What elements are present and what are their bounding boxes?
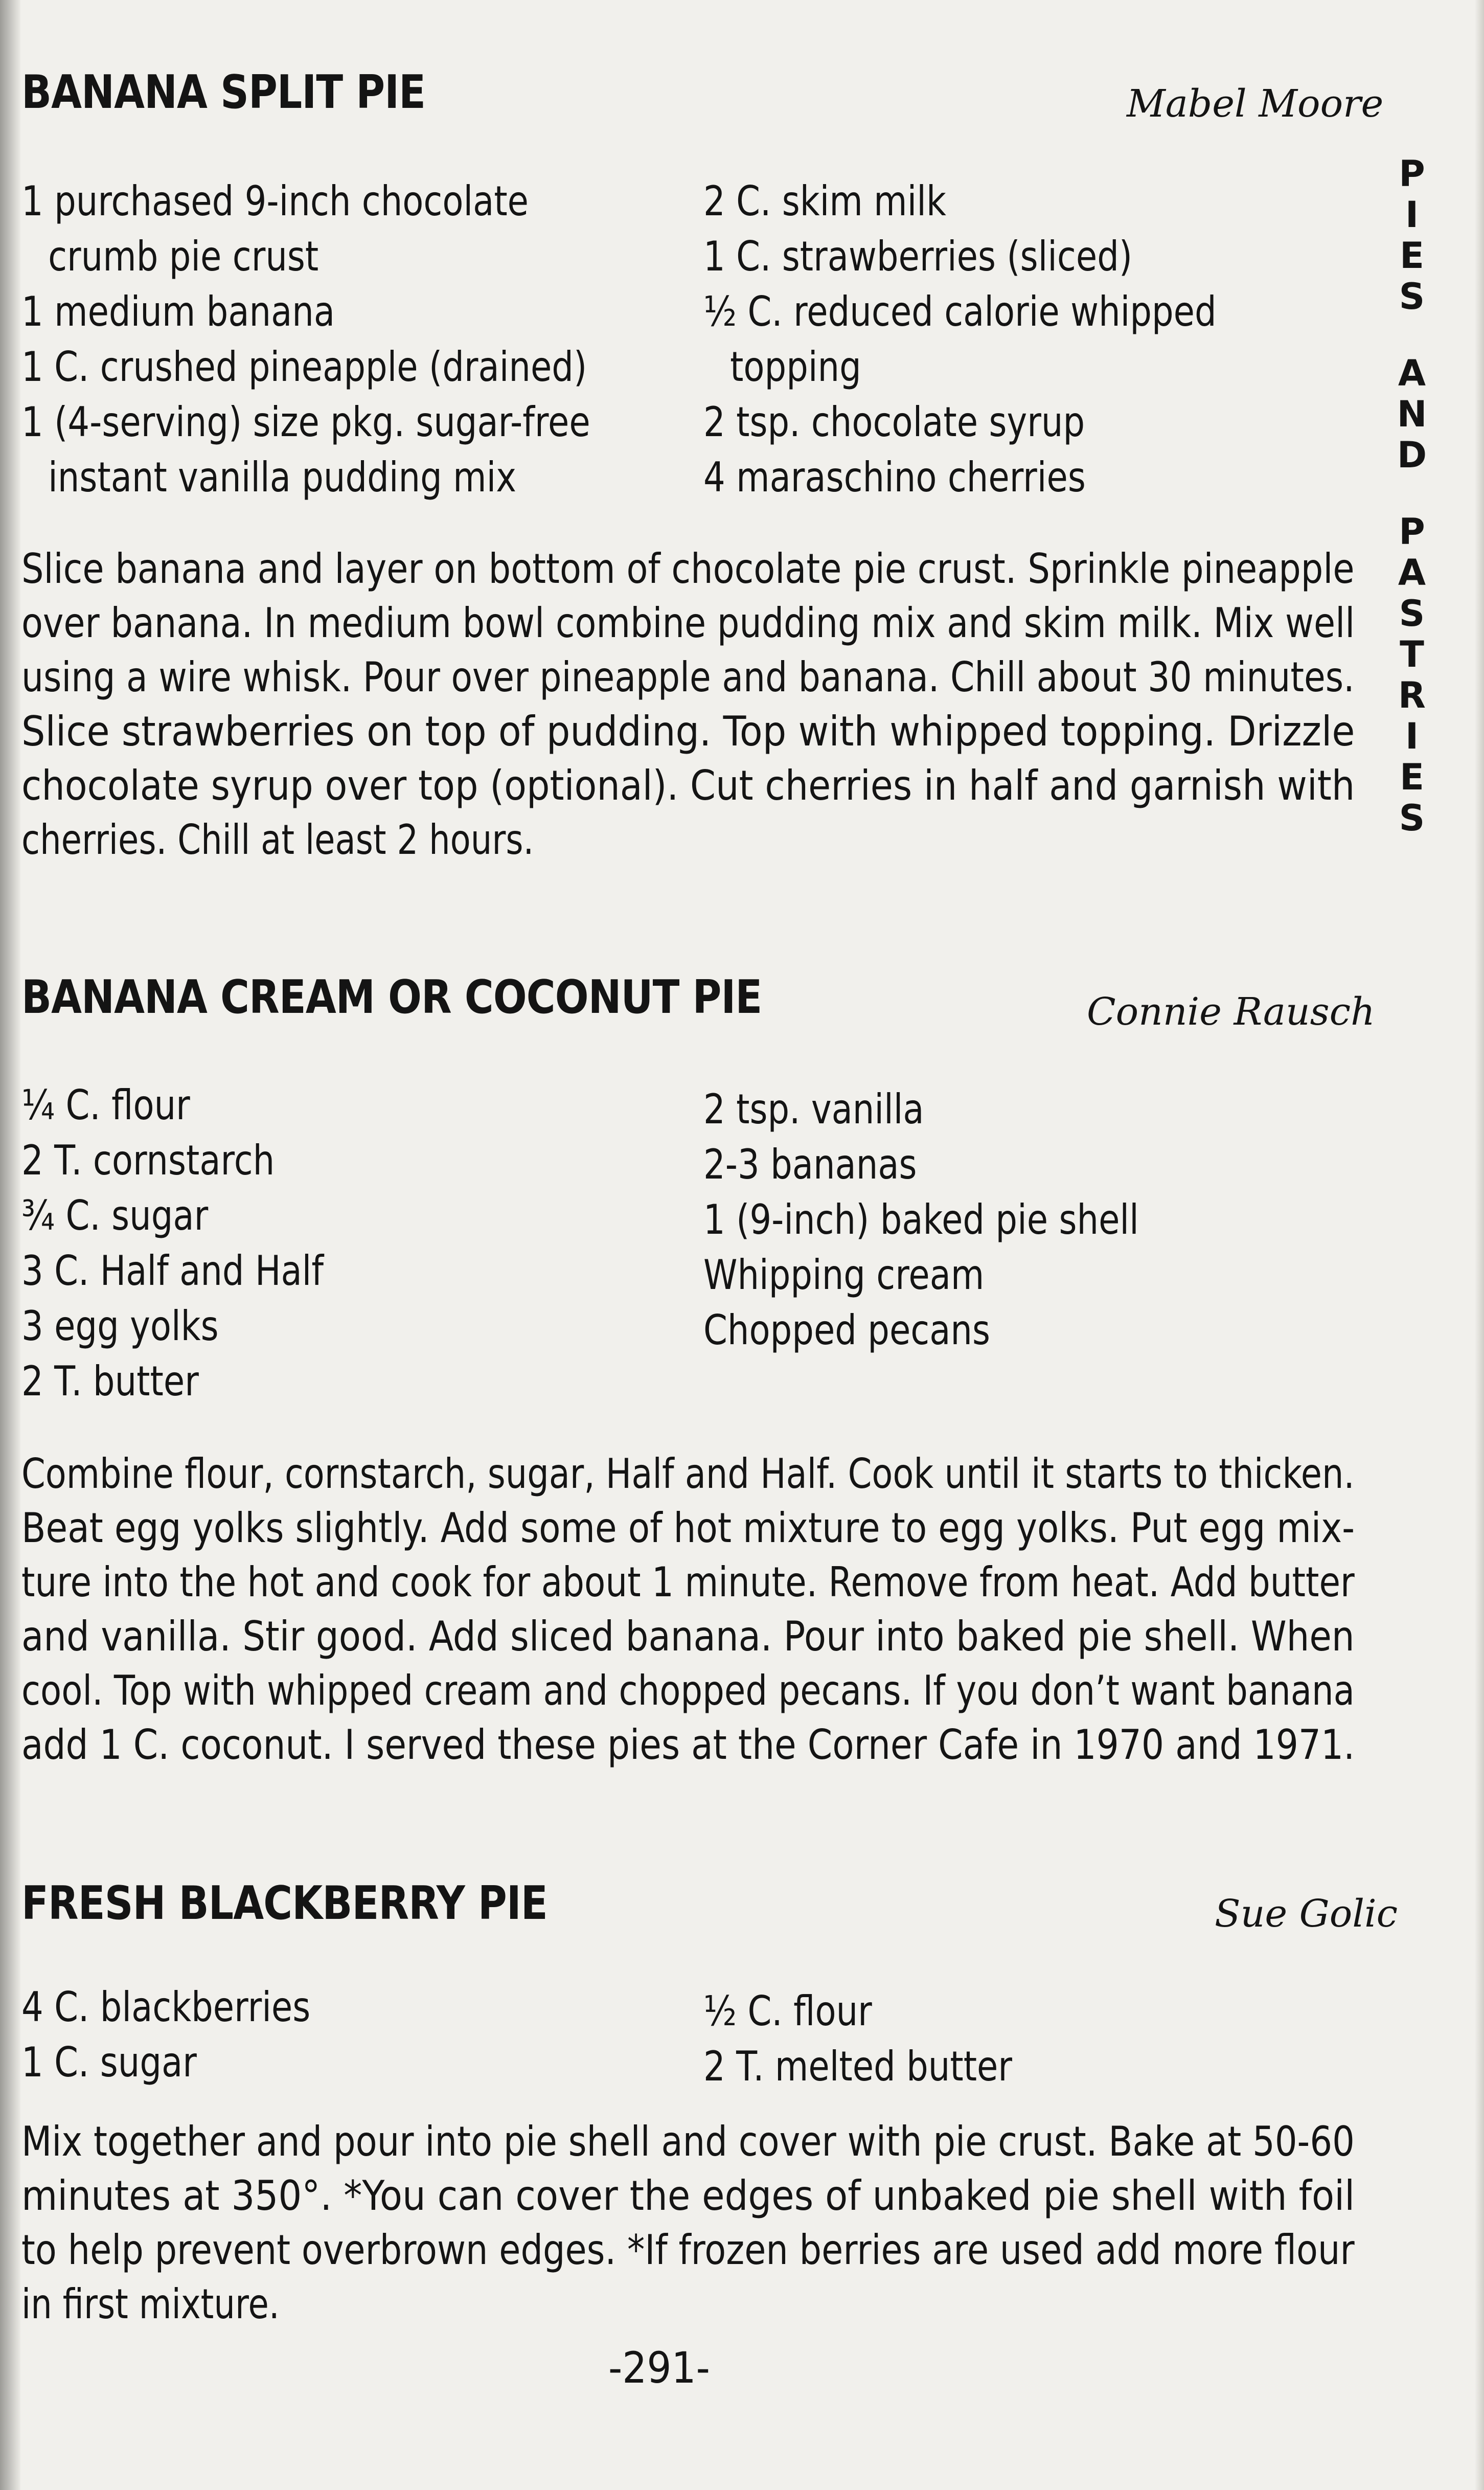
side-tab-letter: S — [1399, 276, 1425, 318]
ingredient: 1 C. sugar — [21, 2039, 197, 2086]
directions-line: using a wire whisk. Pour over pineapple and banana. Chill about 30 minutes. — [21, 653, 1355, 701]
directions-line: add 1 C. coconut. I served these pies at the Corner Cafe in 1970 and 1971. — [21, 1721, 1355, 1769]
side-tab-letter: N — [1397, 393, 1427, 435]
side-tab-gap — [1386, 317, 1437, 353]
side-tab-letter: I — [1405, 715, 1419, 757]
directions-line: Mix together and pour into pie shell and cover with pie crust. Bake at 50-60 — [21, 2118, 1355, 2165]
directions-line: minutes at 350°. *You can cover the edges of unbaked pie shell with foil — [21, 2172, 1355, 2220]
directions-line: cherries. Chill at least 2 hours. — [21, 816, 534, 864]
ingredient: 3 egg yolks — [21, 1302, 219, 1350]
ingredients-left — [21, 1078, 324, 1409]
ingredient: 1 medium banana — [21, 288, 335, 335]
ingredient: 4 maraschino cherries — [703, 454, 1086, 501]
directions-line: to help prevent overbrown edges. *If frozen berries are used add more flour — [21, 2226, 1355, 2274]
ingredient: ¼ C. flour — [21, 1081, 190, 1129]
ingredients-left — [21, 174, 590, 505]
recipe-author: Connie Rausch — [1087, 990, 1375, 1034]
ingredient: ¾ C. sugar — [21, 1192, 209, 1239]
ingredient: 2-3 bananas — [703, 1141, 917, 1188]
ingredient: Whipping cream — [703, 1251, 985, 1299]
ingredient: Chopped pecans — [703, 1306, 991, 1354]
recipe-title: BANANA SPLIT PIE — [21, 65, 426, 119]
ingredient: topping — [730, 343, 861, 391]
ingredient: 4 C. blackberries — [21, 1983, 311, 2031]
directions-line: over banana. In medium bowl combine pudding mix and skim milk. Mix well — [21, 599, 1355, 647]
side-tab-letter: A — [1398, 352, 1426, 394]
side-tab-letter: R — [1398, 674, 1426, 716]
ingredients-right — [703, 1984, 1012, 2094]
ingredient: 1 (4-serving) size pkg. sugar-free — [21, 398, 590, 446]
side-tab-gap — [1386, 476, 1437, 511]
ingredient: ½ C. reduced calorie whipped — [703, 288, 1217, 335]
ingredient: 1 C. strawberries (sliced) — [703, 233, 1133, 280]
side-tab-letter: T — [1400, 633, 1424, 675]
recipe-author: Mabel Moore — [1127, 82, 1384, 126]
side-tab-letter: A — [1398, 552, 1426, 594]
directions-line: Slice banana and layer on bottom of chocolate pie crust. Sprinkle pineapple — [21, 545, 1355, 593]
ingredient: crumb pie crust — [48, 233, 319, 280]
ingredient: 1 purchased 9-inch chocolate — [21, 177, 529, 225]
side-tab-letter: P — [1399, 153, 1425, 195]
directions-line: Slice strawberries on top of pudding. Top with whipped topping. Drizzle — [21, 708, 1355, 755]
ingredients-left — [21, 1980, 310, 2090]
directions-line: Beat egg yolks slightly. Add some of hot mixture to egg yolks. Put egg mix- — [21, 1504, 1355, 1552]
ingredient: 2 T. butter — [21, 1357, 199, 1405]
recipe-title: FRESH BLACKBERRY PIE — [21, 1876, 547, 1930]
directions-line: cool. Top with whipped cream and chopped pecans. If you don’t want banana — [21, 1667, 1355, 1714]
ingredient: 2 C. skim milk — [703, 177, 946, 225]
directions-line: in first mixture. — [21, 2280, 280, 2328]
recipe-title: BANANA CREAM OR COCONUT PIE — [21, 970, 762, 1024]
directions-line: and vanilla. Stir good. Add sliced banana. Pour into baked pie shell. When — [21, 1613, 1355, 1660]
ingredient: instant vanilla pudding mix — [48, 454, 517, 501]
side-tab-letter: P — [1399, 511, 1425, 553]
recipe-author: Sue Golic — [1215, 1892, 1398, 1936]
directions-line: Combine flour, cornstarch, sugar, Half and Half. Cook until it starts to thicken. — [21, 1450, 1355, 1498]
ingredient: 2 tsp. vanilla — [703, 1085, 924, 1133]
directions-line: ture into the hot and cook for about 1 minute. Remove from heat. Add butter — [21, 1558, 1355, 1606]
ingredient: 1 C. crushed pineapple (drained) — [21, 343, 587, 391]
page-binding-shadow — [0, 0, 20, 2490]
ingredient: 2 T. melted butter — [703, 2043, 1013, 2090]
section-side-tab — [1386, 153, 1437, 839]
side-tab-letter: D — [1397, 434, 1427, 476]
page-edge-shadow — [1475, 0, 1484, 2490]
ingredient: 2 T. cornstarch — [21, 1137, 275, 1184]
side-tab-letter: E — [1400, 235, 1424, 277]
ingredient: 1 (9-inch) baked pie shell — [703, 1196, 1139, 1243]
ingredients-right — [703, 1082, 1139, 1358]
ingredient: 3 C. Half and Half — [21, 1247, 324, 1295]
side-tab-letter: S — [1399, 593, 1425, 635]
side-tab-letter: E — [1400, 756, 1424, 798]
ingredient: 2 tsp. chocolate syrup — [703, 398, 1085, 446]
ingredient: ½ C. flour — [703, 1987, 872, 2035]
ingredients-right — [703, 174, 1217, 505]
side-tab-letter: S — [1399, 797, 1425, 839]
side-tab-letter: I — [1405, 194, 1419, 236]
page-number: -291- — [608, 2343, 710, 2393]
directions-line: chocolate syrup over top (optional). Cut cherries in half and garnish with — [21, 762, 1355, 809]
